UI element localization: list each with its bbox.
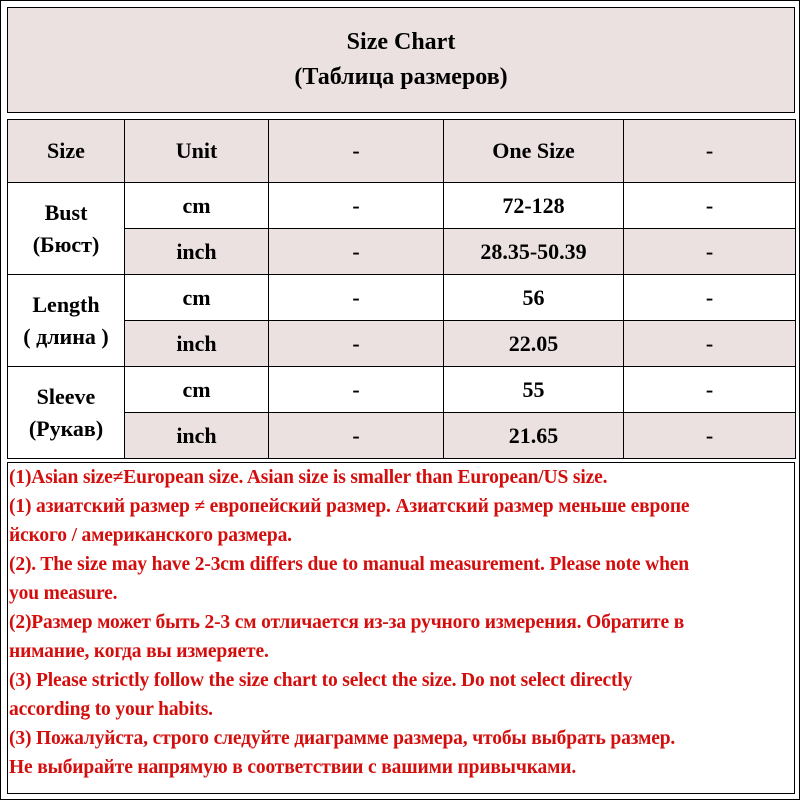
blank-cell: - <box>624 183 796 229</box>
header-blank-2: - <box>624 120 796 183</box>
value-cell: 22.05 <box>444 321 624 367</box>
header-blank-1: - <box>269 120 444 183</box>
header-size: Size <box>8 120 125 183</box>
note-line: (3) Please strictly follow the size chart to select the size. Do not select directly <box>9 670 633 691</box>
row-label-bust <box>8 183 125 275</box>
note-line: (1) азиатский размер ≠ европейский размер. Азиатский размер меньше европе <box>9 496 690 517</box>
header-one-size: One Size <box>444 120 624 183</box>
row-label-text: (Рукав) <box>28 415 104 441</box>
table-row <box>8 413 796 459</box>
value-cell: 55 <box>444 367 624 413</box>
unit-cell: inch <box>125 321 269 367</box>
row-label-length <box>8 275 125 367</box>
row-label-text: Bust <box>44 199 88 225</box>
chart-title: Size Chart <box>346 29 456 55</box>
title-box <box>7 7 795 113</box>
chart-subtitle: (Таблица размеров) <box>294 64 508 90</box>
note-line: (1)Asian size≠European size. Asian size is smaller than European/US size. <box>9 467 608 488</box>
note-line: йского / американского размера. <box>9 525 292 546</box>
blank-cell: - <box>624 413 796 459</box>
table-header-row <box>8 120 796 183</box>
row-label-text: (Бюст) <box>32 231 100 257</box>
note-line: (3) Пожалуйста, строго следуйте диаграмме размера, чтобы выбрать размер. <box>9 728 676 749</box>
blank-cell: - <box>624 321 796 367</box>
unit-cell: inch <box>125 229 269 275</box>
blank-cell: - <box>624 367 796 413</box>
note-line: (2). The size may have 2-3cm differs due to manual measurement. Please note when <box>9 554 689 575</box>
blank-cell: - <box>269 229 444 275</box>
notes-box <box>7 462 795 794</box>
note-line: according to your habits. <box>9 699 213 720</box>
unit-cell: inch <box>125 413 269 459</box>
value-cell: 28.35-50.39 <box>444 229 624 275</box>
note-line: (2)Размер может быть 2-3 см отличается из-за ручного измерения. Обратите в <box>9 612 685 633</box>
blank-cell: - <box>624 275 796 321</box>
value-cell: 56 <box>444 275 624 321</box>
row-label-text: ( длина ) <box>23 323 109 349</box>
table-row <box>8 321 796 367</box>
table-row <box>8 229 796 275</box>
table-row <box>8 367 796 413</box>
blank-cell: - <box>269 367 444 413</box>
value-cell: 72-128 <box>444 183 624 229</box>
blank-cell: - <box>269 321 444 367</box>
note-line: нимание, когда вы измеряете. <box>9 641 269 662</box>
value-cell: 21.65 <box>444 413 624 459</box>
unit-cell: cm <box>125 275 269 321</box>
table-row <box>8 275 796 321</box>
unit-cell: cm <box>125 183 269 229</box>
unit-cell: cm <box>125 367 269 413</box>
note-line: Не выбирайте напрямую в соответствии с вашими привычками. <box>9 757 577 778</box>
row-label-text: Sleeve <box>36 383 96 409</box>
note-line: you measure. <box>9 583 118 604</box>
size-table <box>7 119 796 459</box>
blank-cell: - <box>269 275 444 321</box>
row-label-text: Length <box>32 291 100 317</box>
header-unit: Unit <box>125 120 269 183</box>
blank-cell: - <box>269 413 444 459</box>
blank-cell: - <box>269 183 444 229</box>
table-row <box>8 183 796 229</box>
row-label-sleeve <box>8 367 125 459</box>
blank-cell: - <box>624 229 796 275</box>
